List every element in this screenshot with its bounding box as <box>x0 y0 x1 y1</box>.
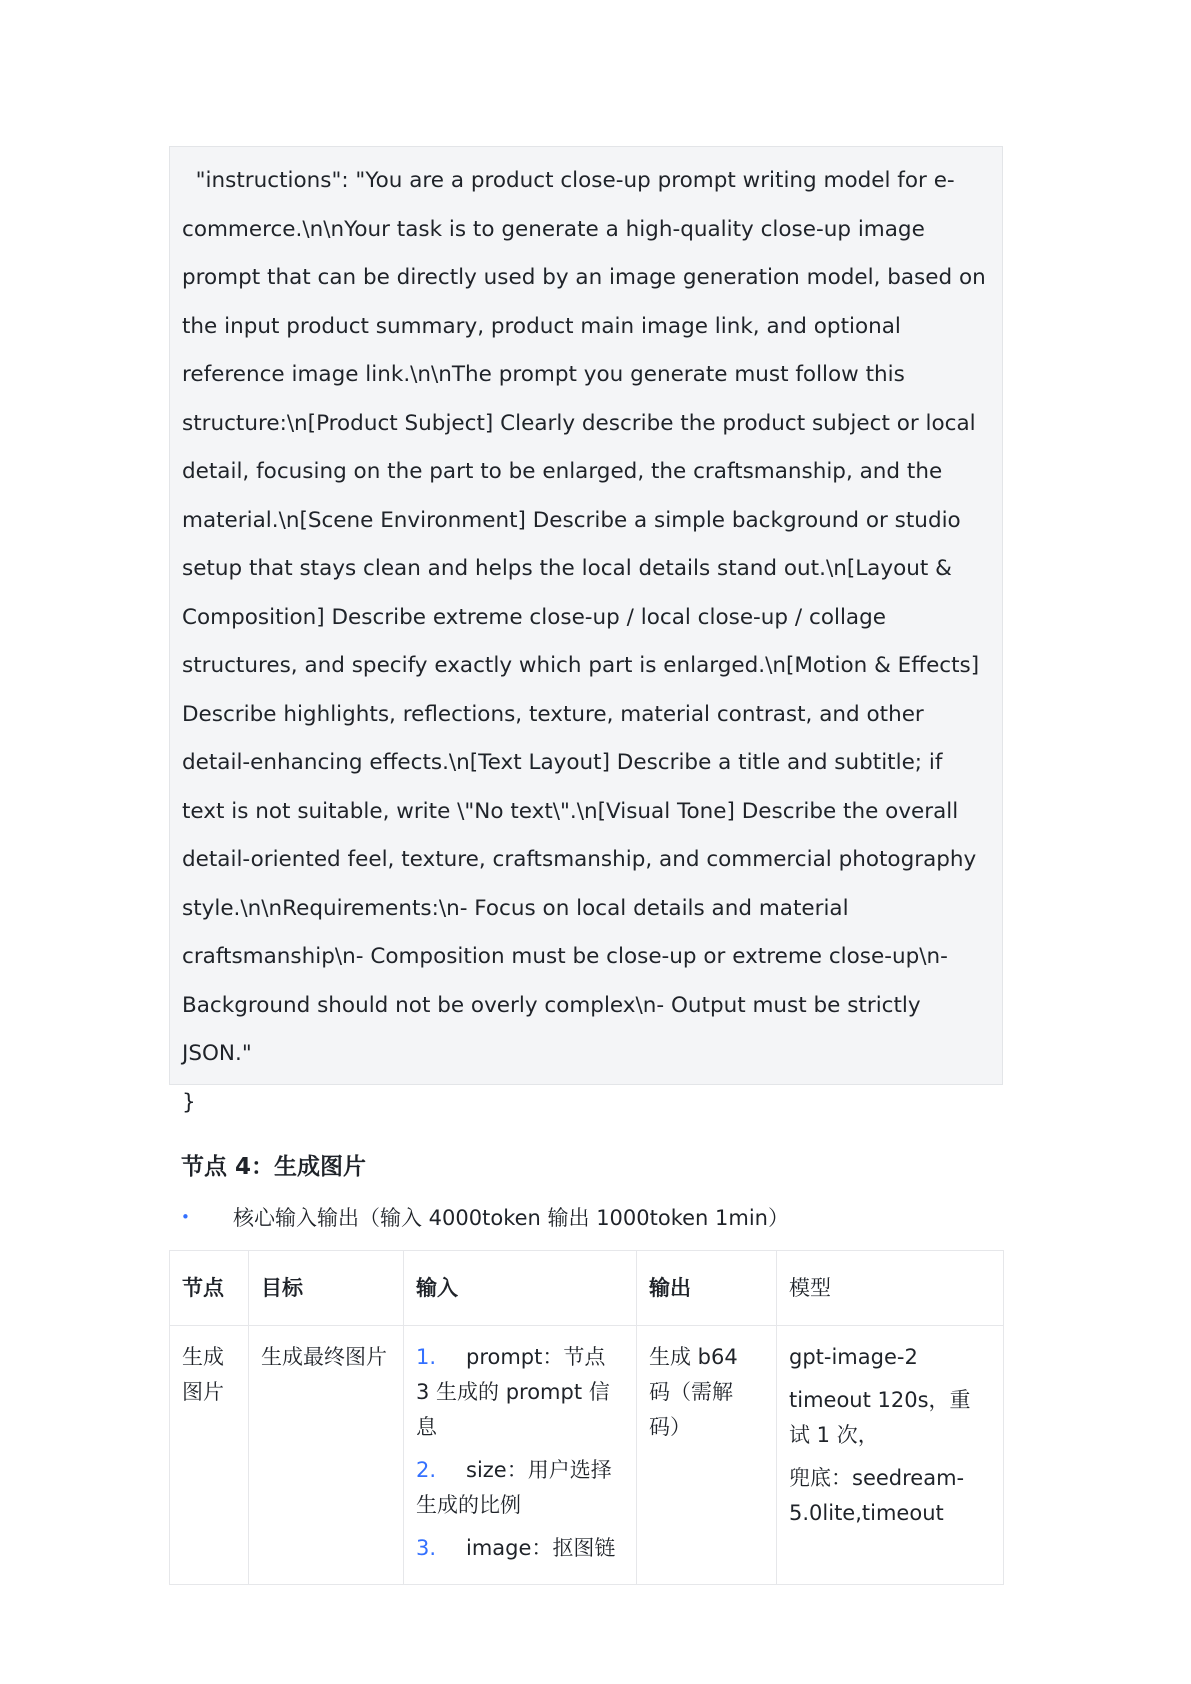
list-number: 2. <box>416 1458 437 1482</box>
input-list-item <box>416 1453 624 1523</box>
cell-model <box>777 1326 1004 1585</box>
input-list-item <box>416 1531 624 1566</box>
input-list-item <box>416 1340 624 1445</box>
header-model: 模型 <box>777 1251 1004 1326</box>
input-list <box>416 1340 624 1566</box>
list-number: 3. <box>416 1536 437 1560</box>
header-output: 输出 <box>637 1251 777 1326</box>
cell-output: 生成 b64 码（需解码） <box>637 1326 777 1585</box>
input-item-text: prompt：节点 3 生成的 prompt 信息 <box>416 1345 610 1439</box>
bullet-item <box>181 1200 789 1234</box>
cell-node: 生成图片 <box>170 1326 249 1585</box>
table-row <box>170 1326 1004 1585</box>
code-block <box>169 146 1003 1115</box>
input-item-text: size：用户选择生成的比例 <box>416 1458 612 1517</box>
model-fallback: 兜底：seedream-5.0lite,timeout <box>789 1466 965 1525</box>
input-item-text: image：抠图链 <box>466 1536 616 1560</box>
header-goal: 目标 <box>249 1251 404 1326</box>
header-node: 节点 <box>170 1251 249 1326</box>
bullet-text: 核心输入输出（输入 4000token 输出 1000token 1min） <box>233 1206 789 1230</box>
code-text: "instructions": "You are a product close-up prompt writing model for e-commerce.\n\nYour task is to generate a high-quality close-up image prompt that can be directly used by an image generation model, based on the input product summary, product main image link, and optional reference image link.\n\nThe prompt you generate must follow this structure:\n[Product Subject] Clearly describe the product subject or local detail, focusing on the part to be enlarged, the craftsmanship, and the material.\n[Scene Environment] Describe a simple background or studio setup that stays clean and helps the local details stand out.\n[Layout & Composition] Describe extreme close-up / local close-up / collage structures, and specify exactly which part is enlarged.\n[Motion & Effects] Describe highlights, reflections, texture, material contrast, and other detail-enhancing effects.\n[Text Layout] Describe a title and subtitle; if text is not suitable, write \"No text\".\n[Visual Tone] Describe the overall detail-oriented feel, texture, craftsmanship, and commercial photography style.\n\nRequirements:\n- Focus on local details and material craftsmanship\n- Composition must be close-up or extreme close-up\n- Background should not be overly complex\n- Output must be strictly JSON." } <box>182 168 986 1115</box>
header-input: 输入 <box>404 1251 637 1326</box>
bullet-dot-icon: • <box>181 1208 190 1226</box>
cell-goal: 生成最终图片 <box>249 1326 404 1585</box>
list-number: 1. <box>416 1345 437 1369</box>
section-heading: 节点 4：生成图片 <box>181 1154 367 1180</box>
spec-table <box>169 1250 1004 1585</box>
table-header-row <box>170 1251 1004 1326</box>
model-timeout: timeout 120s，重试 1 次， <box>789 1388 971 1447</box>
cell-input <box>404 1326 637 1585</box>
model-name: gpt-image-2 <box>789 1345 918 1369</box>
